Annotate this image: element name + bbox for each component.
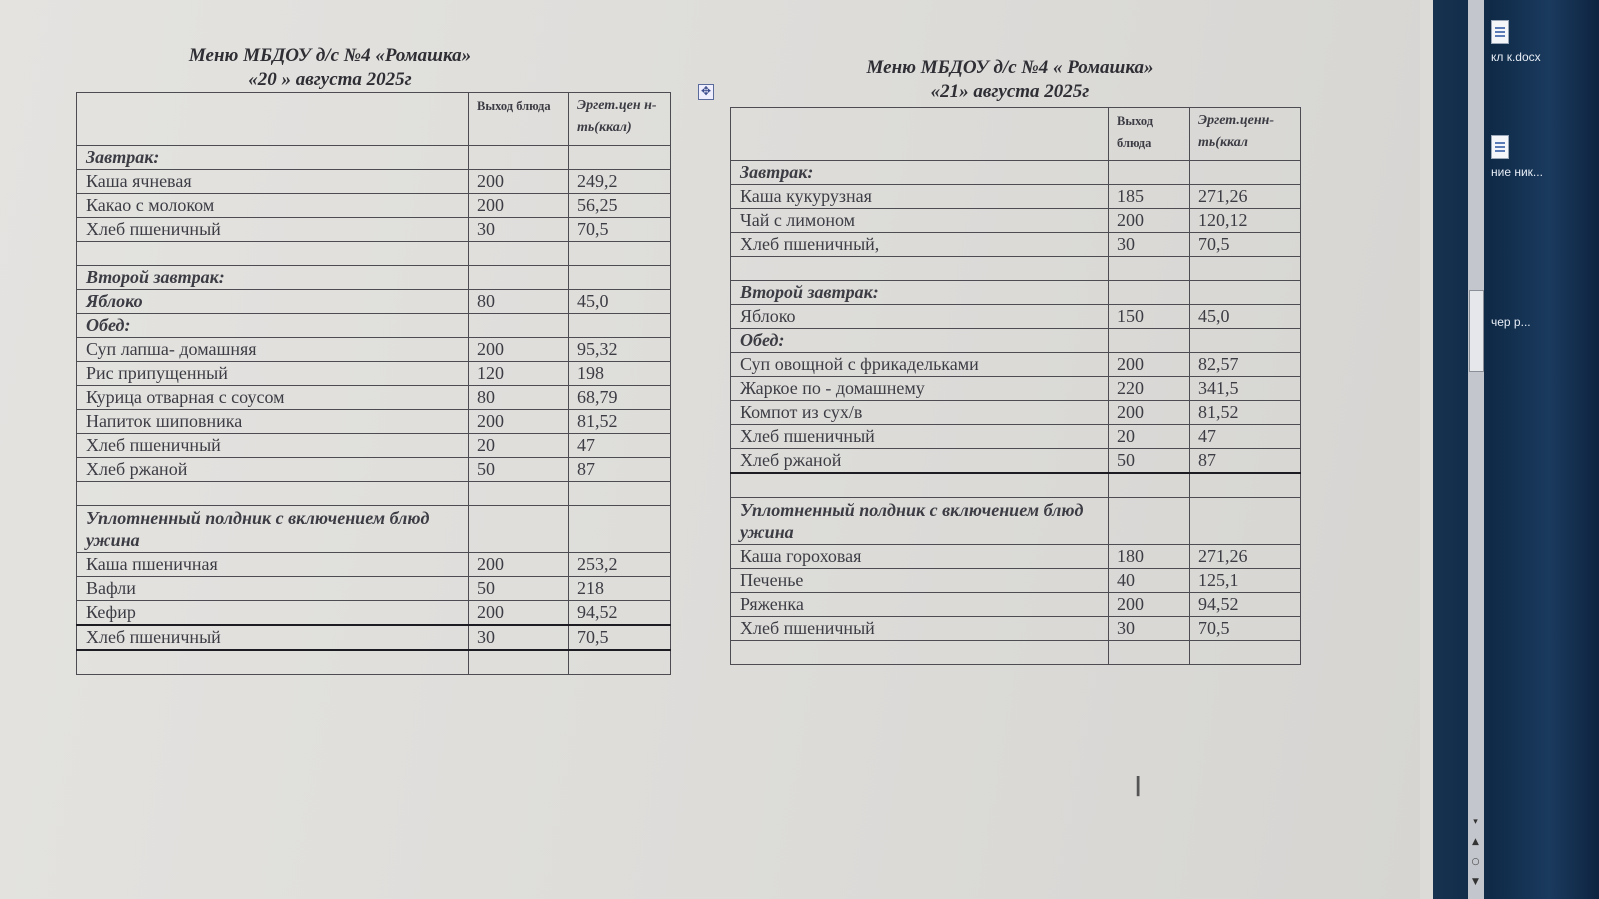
table-row [77,146,671,170]
table-row [77,506,671,553]
desktop-file-label: ние ник... [1491,165,1543,179]
menu-item-kcal[interactable]: 70,5 [1190,233,1301,257]
menu-item-name[interactable]: Каша кукурузная [731,185,1109,209]
menu-item-name[interactable]: Завтрак: [77,146,469,170]
menu-item-kcal[interactable] [569,650,671,675]
menu-item-name[interactable]: Суп лапша- домашняя [77,338,469,362]
menu-item-name[interactable]: Ряженка [731,593,1109,617]
table-row [731,545,1301,569]
menu-item-name[interactable] [731,641,1109,665]
table-row [77,266,671,290]
menu-item-name[interactable] [731,473,1109,498]
menu-item-name[interactable]: Завтрак: [731,161,1109,185]
menu-item-name[interactable]: Уплотненный полдник с включением блюд ужина [77,506,469,553]
menu-item-kcal[interactable]: 70,5 [1190,617,1301,641]
table-row [731,641,1301,665]
menu-item-name[interactable] [731,257,1109,281]
table-row [731,377,1301,401]
menu-item-kcal[interactable]: 70,5 [569,218,671,242]
menu-item-kcal[interactable] [569,266,671,290]
menu-item-name[interactable]: Какао с молоком [77,194,469,218]
menu-item-kcal[interactable]: 45,0 [569,290,671,314]
menu-item-yield[interactable] [469,146,569,170]
menu-item-kcal[interactable]: 271,26 [1190,545,1301,569]
menu-item-yield[interactable] [469,482,569,506]
menu-item-kcal[interactable] [1190,329,1301,353]
scroll-down-icon[interactable]: ▾ [1473,817,1478,827]
menu-item-yield[interactable]: 20 [469,434,569,458]
desktop-file[interactable] [1491,20,1561,65]
previous-page-icon[interactable]: ▲ [1472,837,1479,847]
menu-item-name[interactable]: Обед: [731,329,1109,353]
menu-item-name[interactable]: Кефир [77,601,469,626]
menu-item-kcal[interactable]: 218 [569,577,671,601]
table-row [731,185,1301,209]
table-row [731,353,1301,377]
menu-item-yield[interactable] [1109,281,1190,305]
menu-item-yield[interactable] [469,506,569,553]
menu-item-yield[interactable]: 50 [1109,449,1190,474]
table-row [731,425,1301,449]
menu-item-kcal[interactable] [569,146,671,170]
table-row [731,209,1301,233]
menu-item-kcal[interactable]: 81,52 [1190,401,1301,425]
table-header-row [731,108,1301,161]
menu-item-kcal[interactable]: 87 [1190,449,1301,474]
menu-item-name[interactable]: Напиток шиповника [77,410,469,434]
table-row [731,233,1301,257]
menu-item-yield[interactable]: 185 [1109,185,1190,209]
menu-item-yield[interactable]: 200 [469,338,569,362]
menu-item-name[interactable] [77,650,469,675]
menu-table-left[interactable] [76,92,671,675]
menu-item-name[interactable]: Компот из сух/в [731,401,1109,425]
menu-item-name[interactable]: Курица отварная с соусом [77,386,469,410]
table-row [77,170,671,194]
menu-item-yield[interactable]: 40 [1109,569,1190,593]
menu-item-name[interactable]: Хлеб пшеничный [77,625,469,650]
vertical-scrollbar[interactable] [1468,0,1484,899]
menu-item-name[interactable]: Обед: [77,314,469,338]
table-row [731,257,1301,281]
table-row [731,305,1301,329]
menu-item-yield[interactable]: 150 [1109,305,1190,329]
menu-item-name[interactable]: Каша пшеничная [77,553,469,577]
menu-item-yield[interactable] [1109,641,1190,665]
menu-item-kcal[interactable] [1190,473,1301,498]
menu-item-kcal[interactable]: 198 [569,362,671,386]
table-move-handle[interactable]: ✥ [698,84,714,100]
table-row [731,498,1301,545]
menu-item-kcal[interactable]: 47 [1190,425,1301,449]
menu-item-kcal[interactable]: 94,52 [569,601,671,626]
menu-item-yield[interactable]: 200 [469,194,569,218]
menu-item-name[interactable]: Рис припущенный [77,362,469,386]
menu-item-kcal[interactable] [1190,161,1301,185]
menu-item-name[interactable]: Каша ячневая [77,170,469,194]
title-line-1: Меню МБДОУ д/с №4 « Ромашка» [866,57,1154,78]
menu-item-yield[interactable]: 200 [1109,209,1190,233]
header-kcal-cell[interactable]: Эргет.цен н-ть(ккал) [569,93,671,146]
table-row [77,410,671,434]
table-row [77,338,671,362]
menu-item-yield[interactable]: 200 [469,601,569,626]
menu-item-kcal[interactable]: 82,57 [1190,353,1301,377]
table-row [77,434,671,458]
menu-item-name[interactable]: Хлеб пшеничный [77,218,469,242]
header-yield-cell[interactable]: Выход блюда [1109,108,1190,161]
table-row [731,593,1301,617]
menu-item-name[interactable]: Каша гороховая [731,545,1109,569]
table-row [77,625,671,650]
table-row [77,386,671,410]
table-row [77,577,671,601]
menu-item-kcal[interactable] [569,506,671,553]
menu-item-name[interactable]: Уплотненный полдник с включением блюд ужина [731,498,1109,545]
menu-item-yield[interactable]: 50 [469,458,569,482]
menu-item-name[interactable]: Суп овощной с фрикадельками [731,353,1109,377]
menu-item-yield[interactable]: 200 [469,410,569,434]
menu-item-yield[interactable]: 200 [1109,401,1190,425]
menu-item-name[interactable]: Чай с лимоном [731,209,1109,233]
title-line-2: «21» августа 2025г [930,81,1090,102]
menu-item-yield[interactable]: 30 [1109,233,1190,257]
menu-item-name[interactable]: Хлеб пшеничный, [731,233,1109,257]
menu-item-yield[interactable] [1109,161,1190,185]
table-row [731,569,1301,593]
menu-item-name[interactable]: Хлеб пшеничный [731,617,1109,641]
menu-item-kcal[interactable]: 68,79 [569,386,671,410]
desktop-background [1433,0,1599,899]
table-row [77,218,671,242]
menu-item-kcal[interactable]: 94,52 [1190,593,1301,617]
table-row [731,161,1301,185]
menu-item-name[interactable]: Второй завтрак: [77,266,469,290]
menu-item-name[interactable]: Хлеб ржаной [77,458,469,482]
table-row [77,314,671,338]
menu-item-kcal[interactable]: 81,52 [569,410,671,434]
menu-item-name[interactable] [77,482,469,506]
table-row [77,290,671,314]
menu-item-name[interactable]: Вафли [77,577,469,601]
menu-item-kcal[interactable]: 341,5 [1190,377,1301,401]
menu-item-name[interactable]: Хлеб пшеничный [731,425,1109,449]
table-row [77,242,671,266]
desktop-file-label: кл к.docx [1491,50,1541,64]
table-row [77,194,671,218]
menu-item-kcal[interactable]: 271,26 [1190,185,1301,209]
menu-item-name[interactable] [77,242,469,266]
menu-item-yield[interactable] [1109,473,1190,498]
menu-item-yield[interactable] [469,266,569,290]
menu-item-name[interactable]: Хлеб пшеничный [77,434,469,458]
menu-item-yield[interactable]: 120 [469,362,569,386]
menu-item-yield[interactable]: 200 [1109,353,1190,377]
header-name-cell[interactable] [77,93,469,146]
menu-item-yield[interactable]: 50 [469,577,569,601]
menu-item-yield[interactable] [469,314,569,338]
menu-item-yield[interactable]: 200 [1109,593,1190,617]
menu-item-kcal[interactable]: 95,32 [569,338,671,362]
menu-item-yield[interactable] [1109,498,1190,545]
table-row [731,473,1301,498]
menu-item-yield[interactable]: 20 [1109,425,1190,449]
table-row [77,601,671,626]
menu-item-kcal[interactable] [569,314,671,338]
table-row [77,553,671,577]
next-page-icon[interactable]: ▼ [1472,877,1479,887]
table-row [731,449,1301,474]
menu-item-kcal[interactable] [1190,498,1301,545]
menu-item-yield[interactable]: 180 [1109,545,1190,569]
menu-item-yield[interactable]: 80 [469,386,569,410]
menu-item-yield[interactable]: 220 [1109,377,1190,401]
menu-item-name[interactable]: Хлеб ржаной [731,449,1109,474]
menu-item-yield[interactable] [469,650,569,675]
menu-item-kcal[interactable]: 253,2 [569,553,671,577]
table-row [731,281,1301,305]
document-icon [1491,20,1509,44]
menu-item-name[interactable]: Яблоко [77,290,469,314]
table-row [77,650,671,675]
menu-table-right[interactable] [730,107,1301,665]
menu-item-yield[interactable]: 80 [469,290,569,314]
table-row [731,401,1301,425]
title-line-2: «20 » августа 2025г [248,69,412,90]
menu-item-yield[interactable] [469,242,569,266]
menu-item-yield[interactable]: 30 [1109,617,1190,641]
table-header-row [77,93,671,146]
menu-item-name[interactable]: Яблоко [731,305,1109,329]
menu-item-name[interactable]: Печенье [731,569,1109,593]
menu-item-kcal[interactable]: 87 [569,458,671,482]
desktop-file[interactable] [1491,135,1561,180]
table-row [731,617,1301,641]
menu-title-right [830,56,1190,104]
menu-item-kcal[interactable] [1190,641,1301,665]
scrollbar-thumb[interactable] [1469,290,1484,372]
document-icon [1491,135,1509,159]
menu-item-kcal[interactable]: 47 [569,434,671,458]
menu-item-kcal[interactable]: 125,1 [1190,569,1301,593]
menu-title-left [150,44,510,92]
desktop-file-label: чер р... [1491,315,1531,329]
menu-item-kcal[interactable]: 249,2 [569,170,671,194]
header-name-cell[interactable] [731,108,1109,161]
menu-item-kcal[interactable]: 70,5 [569,625,671,650]
text-cursor-icon: I [1134,770,1143,803]
menu-item-yield[interactable] [1109,329,1190,353]
table-row [77,362,671,386]
desktop-file[interactable] [1491,285,1561,330]
menu-item-yield[interactable]: 200 [469,553,569,577]
table-row [731,329,1301,353]
menu-item-kcal[interactable] [569,482,671,506]
menu-item-yield[interactable]: 200 [469,170,569,194]
table-row [77,458,671,482]
table-row [77,482,671,506]
menu-item-kcal[interactable] [1190,257,1301,281]
menu-item-name[interactable]: Жаркое по - домашнему [731,377,1109,401]
menu-item-kcal[interactable]: 120,12 [1190,209,1301,233]
menu-item-name[interactable]: Второй завтрак: [731,281,1109,305]
header-kcal-cell[interactable]: Эргет.ценн-ть(ккал [1190,108,1301,161]
browse-object-icon[interactable]: ○ [1471,857,1480,867]
menu-item-kcal[interactable] [1190,281,1301,305]
menu-item-kcal[interactable] [569,242,671,266]
menu-item-kcal[interactable]: 56,25 [569,194,671,218]
menu-item-yield[interactable]: 30 [469,218,569,242]
menu-item-yield[interactable] [1109,257,1190,281]
menu-item-kcal[interactable]: 45,0 [1190,305,1301,329]
header-yield-cell[interactable]: Выход блюда [469,93,569,146]
menu-item-yield[interactable]: 30 [469,625,569,650]
title-line-1: Меню МБДОУ д/с №4 «Ромашка» [188,45,472,66]
